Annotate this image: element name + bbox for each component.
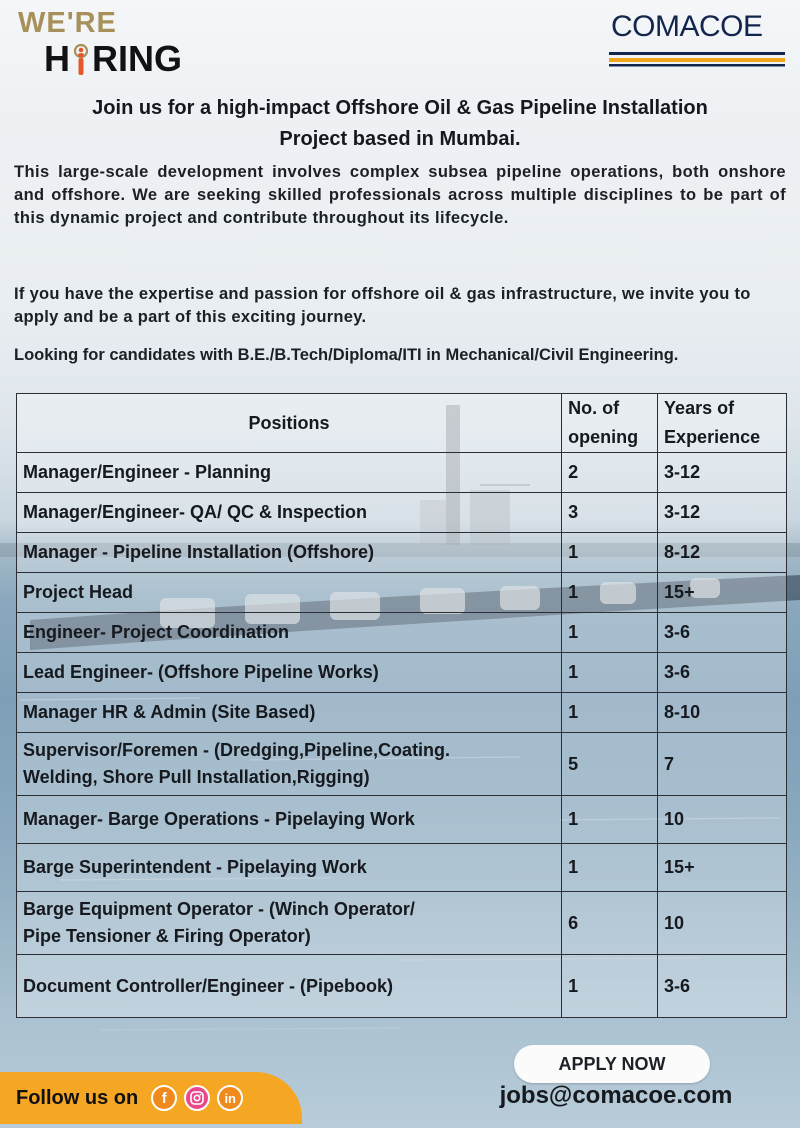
experience-cell: 10 [658, 892, 787, 955]
invite-paragraph: If you have the expertise and passion for offshore oil & gas infrastructure, we invite you to apply and be a part of this exciting journey. [14, 285, 751, 326]
experience-cell: 3-12 [658, 453, 787, 493]
headline-line-1: Join us for a high-impact Offshore Oil & Gas Pipeline Installation [92, 97, 708, 119]
positions-table [16, 393, 787, 1018]
position-cell: Manager/Engineer - Planning [17, 453, 562, 493]
table-row [17, 653, 787, 693]
qualification-paragraph: Looking for candidates with B.E./B.Tech/Diploma/ITI in Mechanical/Civil Engineering. [14, 346, 679, 364]
facebook-icon[interactable]: f [151, 1085, 177, 1111]
magnifier-person-icon [72, 42, 90, 76]
openings-cell: 1 [562, 796, 658, 844]
table-row [17, 892, 787, 955]
table-row [17, 573, 787, 613]
header-openings [562, 394, 658, 453]
experience-cell: 3-12 [658, 493, 787, 533]
table-row [17, 844, 787, 892]
follow-us-label: Follow us on [16, 1086, 139, 1109]
experience-cell: 3-6 [658, 613, 787, 653]
experience-cell: 7 [658, 733, 787, 796]
table-row [17, 613, 787, 653]
were-text: WE'RE [18, 7, 117, 39]
openings-cell: 1 [562, 955, 658, 1018]
position-cell [17, 892, 562, 955]
hiring-rest: RING [92, 38, 182, 79]
logo-text: COMACOE [611, 10, 763, 43]
position-cell: Document Controller/Engineer - (Pipebook) [17, 955, 562, 1018]
comacoe-logo [607, 8, 787, 72]
position-cell [17, 733, 562, 796]
intro-paragraph: This large-scale development involves complex subsea pipeline operations, both onshore and offshore. We are seeking skilled professionals across multiple disciplines to be part of this dynamic project and contribute throughout its lifecycle. [14, 163, 786, 227]
header-experience-line-2: Experience [664, 427, 761, 447]
table-row [17, 733, 787, 796]
position-line-1: Supervisor/Foremen - (Dredging,Pipeline,Coating. [23, 740, 451, 760]
table-row [17, 493, 787, 533]
table-row [17, 693, 787, 733]
table-row [17, 796, 787, 844]
instagram-icon[interactable] [184, 1085, 210, 1111]
apply-now-button[interactable]: APPLY NOW [514, 1045, 710, 1083]
linkedin-icon[interactable]: in [217, 1085, 243, 1111]
experience-cell: 10 [658, 796, 787, 844]
header-experience-line-1: Years of [664, 398, 735, 418]
openings-cell: 2 [562, 453, 658, 493]
openings-cell: 1 [562, 533, 658, 573]
experience-cell: 8-12 [658, 533, 787, 573]
experience-cell: 8-10 [658, 693, 787, 733]
follow-us-bar [0, 1072, 302, 1124]
position-cell: Manager - Pipeline Installation (Offshore) [17, 533, 562, 573]
table-header-row [17, 394, 787, 453]
table-row [17, 955, 787, 1018]
position-line-1: Barge Equipment Operator - (Winch Operator/ [23, 899, 415, 919]
position-cell: Engineer- Project Coordination [17, 613, 562, 653]
position-cell: Project Head [17, 573, 562, 613]
openings-cell: 1 [562, 693, 658, 733]
position-cell: Lead Engineer- (Offshore Pipeline Works) [17, 653, 562, 693]
hiring-h: H [44, 38, 70, 79]
header-openings-line-1: No. of [568, 398, 620, 418]
openings-cell: 1 [562, 573, 658, 613]
position-line-2: Welding, Shore Pull Installation,Rigging) [23, 767, 370, 787]
position-cell: Manager- Barge Operations - Pipelaying Work [17, 796, 562, 844]
openings-cell: 3 [562, 493, 658, 533]
table-row [17, 533, 787, 573]
openings-cell: 6 [562, 892, 658, 955]
position-cell: Manager/Engineer- QA/ QC & Inspection [17, 493, 562, 533]
position-line-2: Pipe Tensioner & Firing Operator) [23, 926, 311, 946]
openings-cell: 5 [562, 733, 658, 796]
position-cell: Manager HR & Admin (Site Based) [17, 693, 562, 733]
headline-line-2: Project based in Mumbai. [279, 128, 521, 150]
experience-cell: 15+ [658, 573, 787, 613]
position-cell: Barge Superintendent - Pipelaying Work [17, 844, 562, 892]
header-openings-line-2: opening [568, 427, 639, 447]
openings-cell: 1 [562, 653, 658, 693]
contact-email-link[interactable]: jobs@comacoe.com [499, 1082, 733, 1109]
were-hiring-heading [18, 6, 182, 78]
table-row [17, 453, 787, 493]
header-experience [658, 394, 787, 453]
hiring-text [44, 40, 182, 78]
experience-cell: 3-6 [658, 955, 787, 1018]
openings-cell: 1 [562, 844, 658, 892]
experience-cell: 3-6 [658, 653, 787, 693]
headline [0, 93, 800, 155]
openings-cell: 1 [562, 613, 658, 653]
experience-cell: 15+ [658, 844, 787, 892]
header-positions: Positions [17, 394, 562, 453]
